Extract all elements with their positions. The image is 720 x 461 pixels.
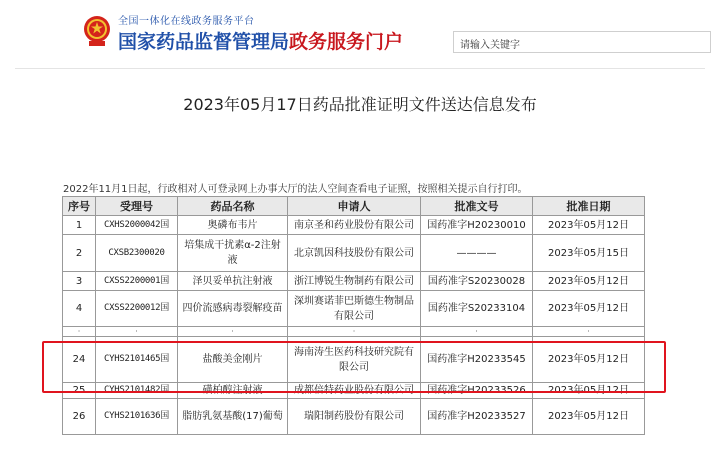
- cell-approval-no: 国药准字S20230028: [421, 272, 533, 291]
- cell-accept: CXSB2300020: [96, 235, 178, 272]
- gap-mark: ·: [288, 327, 421, 337]
- cell-drug-name: 盐酸美金刚片: [178, 337, 288, 383]
- cell-approval-no: 国药准字H20233526: [421, 383, 533, 399]
- cell-no: 26: [63, 399, 96, 435]
- table-row-highlighted: [63, 337, 645, 383]
- cell-drug-name: 四价流感病毒裂解疫苗: [178, 291, 288, 327]
- table-gap-row: [63, 327, 645, 337]
- table-header-row: [63, 197, 645, 216]
- cell-approval-no: ————: [421, 235, 533, 272]
- cell-accept: CYHS2101636国: [96, 399, 178, 435]
- portal-title-red: 政务服务门户: [289, 31, 404, 53]
- cell-drug-name: 泽贝妥单抗注射液: [178, 272, 288, 291]
- gap-mark: ·: [533, 327, 645, 337]
- search-input[interactable]: 请输入关键字: [453, 31, 711, 53]
- cell-applicant: 北京凯因科技股份有限公司: [288, 235, 421, 272]
- table-row: [63, 399, 645, 435]
- cell-applicant: 瑞阳制药股份有限公司: [288, 399, 421, 435]
- col-header-applicant: 申请人: [288, 197, 421, 216]
- col-header-approval-date: 批准日期: [533, 197, 645, 216]
- cell-no: 24: [63, 337, 96, 383]
- cell-accept: CXSS2200001国: [96, 272, 178, 291]
- portal-subtitle: 全国一体化在线政务服务平台: [118, 16, 255, 27]
- col-header-accept: 受理号: [96, 197, 178, 216]
- portal-header: [0, 0, 720, 68]
- header-divider: [15, 68, 705, 69]
- col-header-no: 序号: [63, 197, 96, 216]
- table-row: [63, 383, 645, 399]
- cell-approval-date: 2023年05月12日: [533, 291, 645, 327]
- cell-approval-date: 2023年05月12日: [533, 399, 645, 435]
- cell-applicant: 海南涛生医药科技研究院有限公司: [288, 337, 421, 383]
- cell-approval-date: 2023年05月12日: [533, 272, 645, 291]
- cell-approval-date: 2023年05月15日: [533, 235, 645, 272]
- cell-drug-name: 脂肪乳氨基酸(17)葡萄: [178, 399, 288, 435]
- cell-no: 25: [63, 383, 96, 399]
- cell-applicant: 南京圣和药业股份有限公司: [288, 216, 421, 235]
- portal-title-blue: 国家药品监督管理局: [118, 31, 290, 53]
- cell-drug-name: 奥磷布韦片: [178, 216, 288, 235]
- cell-approval-no: 国药准字S20233104: [421, 291, 533, 327]
- cell-no: 4: [63, 291, 96, 327]
- col-header-approval-no: 批准文号: [421, 197, 533, 216]
- gap-mark: ·: [178, 327, 288, 337]
- cell-accept: CXSS2200012国: [96, 291, 178, 327]
- approval-table: [62, 196, 645, 435]
- cell-applicant: 深圳赛诺菲巴斯德生物制品有限公司: [288, 291, 421, 327]
- cell-drug-name: 磺柏醇注射液: [178, 383, 288, 399]
- cell-accept: CYHS2101465国: [96, 337, 178, 383]
- national-emblem-icon: [82, 14, 112, 48]
- cell-applicant: 成都倍特药业股份有限公司: [288, 383, 421, 399]
- cell-no: 3: [63, 272, 96, 291]
- gap-mark: ·: [421, 327, 533, 337]
- col-header-drug-name: 药品名称: [178, 197, 288, 216]
- table-row: [63, 235, 645, 272]
- cell-approval-date: 2023年05月12日: [533, 216, 645, 235]
- cell-approval-date: 2023年05月12日: [533, 383, 645, 399]
- cell-approval-no: 国药准字H20230010: [421, 216, 533, 235]
- page-title: 2023年05月17日药品批准证明文件送达信息发布: [183, 95, 537, 114]
- cell-approval-no: 国药准字H20233527: [421, 399, 533, 435]
- gap-mark: ·: [96, 327, 178, 337]
- cell-accept: CYHS2101482国: [96, 383, 178, 399]
- notice-text: 2022年11月1日起，行政相对人可登录网上办事大厅的法人空间查看电子证照，按照相关提示自行打印。: [63, 184, 528, 195]
- portal-title[interactable]: [118, 27, 403, 54]
- gap-mark: ·: [63, 327, 96, 337]
- cell-approval-date: 2023年05月12日: [533, 337, 645, 383]
- table-row: [63, 291, 645, 327]
- cell-no: 2: [63, 235, 96, 272]
- cell-no: 1: [63, 216, 96, 235]
- cell-applicant: 浙江博锐生物制药有限公司: [288, 272, 421, 291]
- cell-approval-no: 国药准字H20233545: [421, 337, 533, 383]
- table-row: [63, 216, 645, 235]
- cell-accept: CXHS2000042国: [96, 216, 178, 235]
- table-row: [63, 272, 645, 291]
- cell-drug-name: 培集成干扰素α-2注射液: [178, 235, 288, 272]
